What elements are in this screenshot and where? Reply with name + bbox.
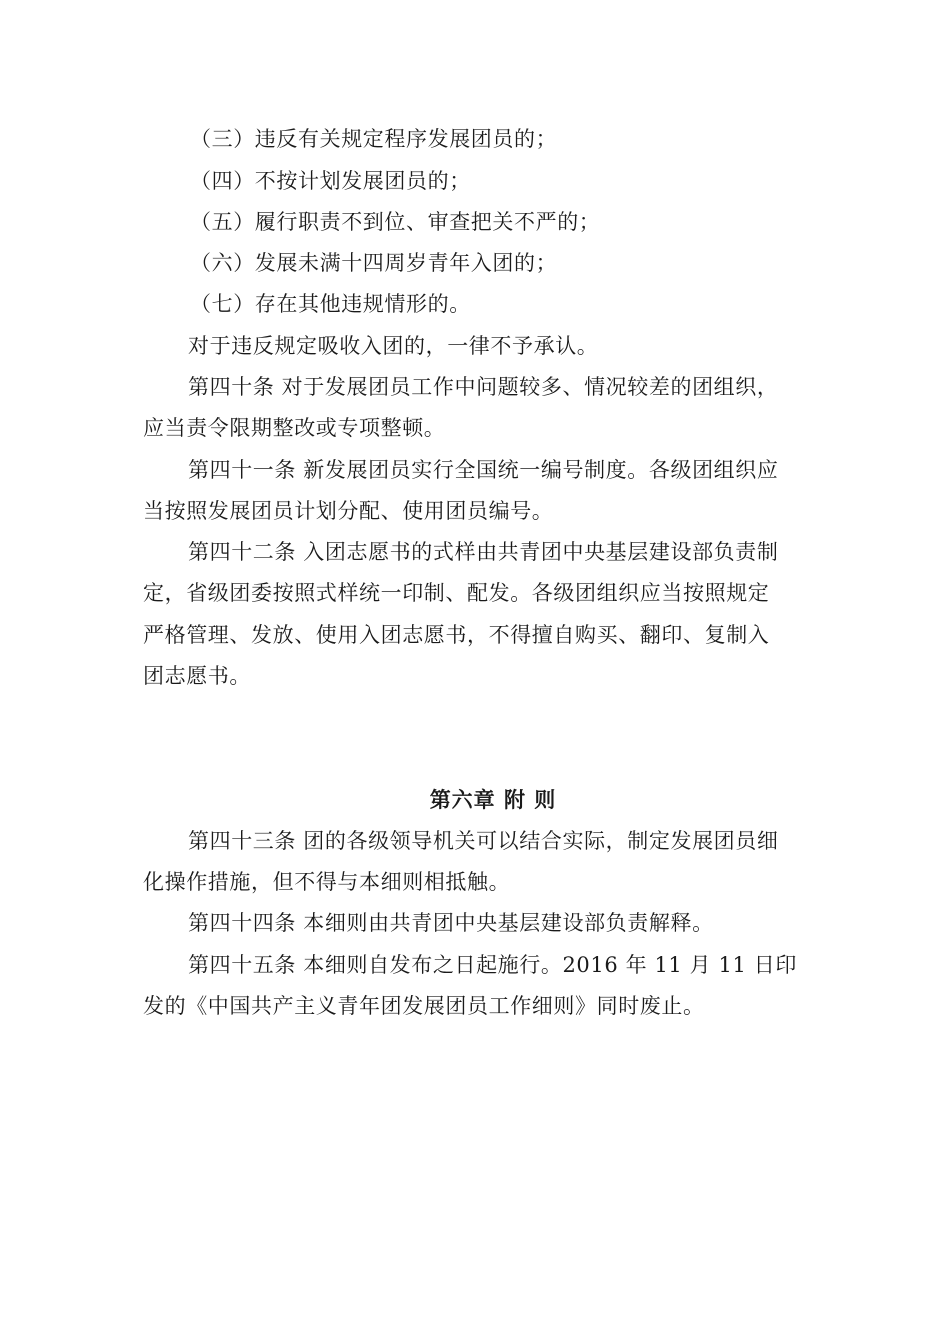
article-40-line-1: 第四十条 对于发展团员工作中问题较多、情况较差的团组织，	[188, 375, 779, 399]
article-43-line-2: 化操作措施，但不得与本细则相抵触。	[143, 870, 511, 894]
chapter-title: 第六章 附 则	[429, 788, 557, 812]
article-40-line-2: 应当责令限期整改或专项整顿。	[143, 416, 446, 440]
article-45-line-1: 第四十五条 本细则自发布之日起施行。2016 年 11 月 11 日印	[188, 953, 797, 977]
list-item: （五）履行职责不到位、审查把关不严的；	[190, 210, 601, 234]
article-41-line-2: 当按照发展团员计划分配、使用团员编号。	[143, 499, 554, 523]
article-42-line-3: 严格管理、发放、使用入团志愿书，不得擅自购买、翻印、复制入	[143, 623, 770, 647]
article-43-line-1: 第四十三条 团的各级领导机关可以结合实际，制定发展团员细	[188, 829, 779, 853]
list-item: （七）存在其他违规情形的。	[190, 292, 471, 316]
list-item: （六）发展未满十四周岁青年入团的；	[190, 251, 558, 275]
list-item: （四）不按计划发展团员的；	[190, 169, 471, 193]
article-41-line-1: 第四十一条 新发展团员实行全国统一编号制度。各级团组织应	[188, 458, 779, 482]
article-42-line-1: 第四十二条 入团志愿书的式样由共青团中央基层建设部负责制	[188, 540, 779, 564]
article-45-line-2: 发的《中国共产主义青年团发展团员工作细则》同时废止。	[143, 994, 705, 1018]
article-44-line-1: 第四十四条 本细则由共青团中央基层建设部负责解释。	[188, 911, 714, 935]
article-42-line-4: 团志愿书。	[143, 664, 251, 688]
paragraph-note: 对于违反规定吸收入团的，一律不予承认。	[188, 334, 599, 358]
list-item: （三）违反有关规定程序发展团员的；	[190, 127, 558, 151]
article-42-line-2: 定，省级团委按照式样统一印制、配发。各级团组织应当按照规定	[143, 581, 770, 605]
